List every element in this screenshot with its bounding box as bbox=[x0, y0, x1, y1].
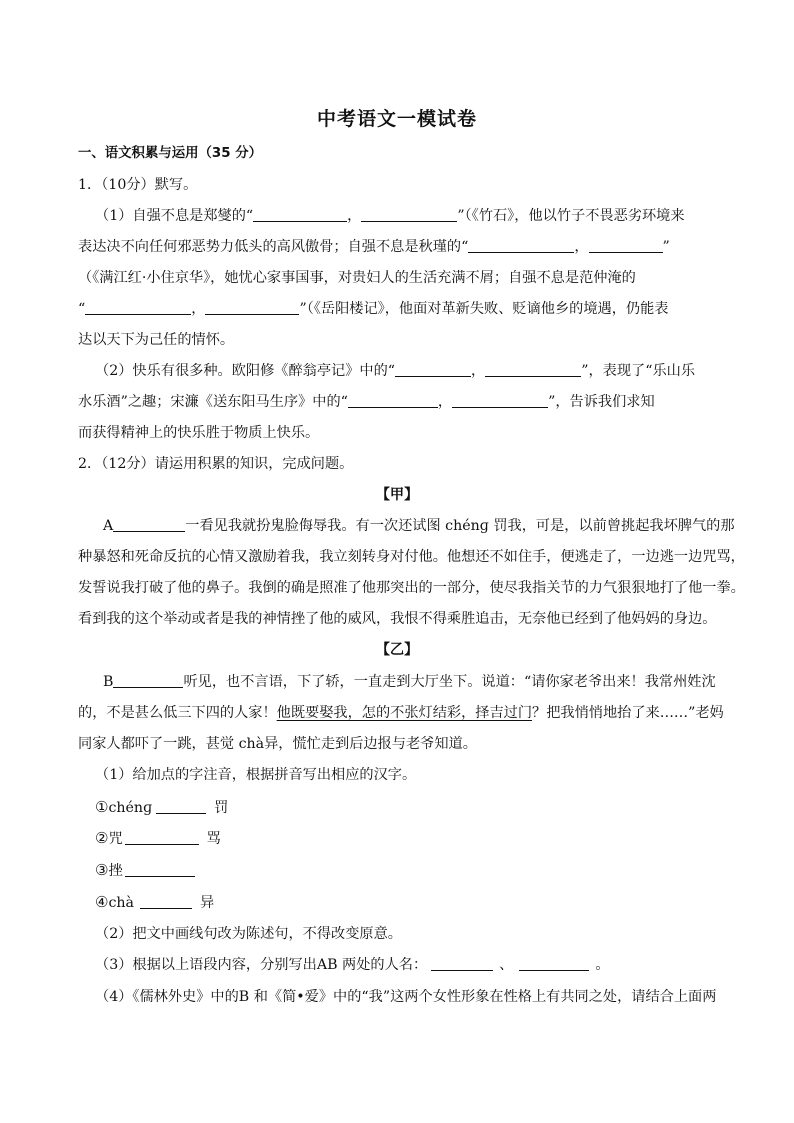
pinyin-item bbox=[95, 797, 228, 818]
q1-part2-line2 bbox=[78, 392, 655, 412]
passage-yi-line3: 同家人都吓了一跳，甚觉 chà异，慌忙走到后边报与老爷知道。 bbox=[78, 736, 477, 752]
text-segment: ”（《竹石》，他以竹子不畏恶劣环境来 bbox=[457, 208, 685, 224]
text-segment: ”（《岳阳楼记》，他面对革新失败、贬谪他乡的境遇，仍能表 bbox=[299, 301, 669, 317]
sub-question-1: （1）给加点的字注音，根据拼音写出相应的汉字。 bbox=[95, 767, 417, 783]
passage-jia-label: 【甲】 bbox=[375, 487, 419, 503]
q1-part1-line4 bbox=[78, 299, 669, 319]
passage-jia-line1 bbox=[103, 516, 735, 536]
q1-part1-line2 bbox=[78, 237, 670, 257]
pinyin-item bbox=[95, 892, 214, 913]
answer-blank[interactable] bbox=[452, 392, 548, 408]
answer-blank[interactable] bbox=[485, 361, 581, 377]
answer-blank[interactable] bbox=[85, 299, 191, 315]
answer-blank[interactable] bbox=[519, 955, 589, 971]
passage-yi-line2 bbox=[78, 703, 724, 723]
question-2-heading: 2．（12分）请运用积累的知识，完成问题。 bbox=[78, 456, 354, 472]
pinyin-item bbox=[95, 828, 221, 849]
text-segment: 听见，也不言语，下了轿，一直走到大厅坐下。说道：“请你家老爷出来！我常州姓沈 bbox=[183, 674, 716, 690]
answer-blank[interactable] bbox=[589, 237, 663, 253]
item-prefix: chà bbox=[108, 895, 134, 911]
section-heading: 一、语文积累与运用（35 分） bbox=[78, 146, 262, 161]
text-segment: （1）自强不息是郑燮的“ bbox=[95, 208, 254, 224]
q1-part1-line3: （《满江红·小住京华》，她忧心家事国事，对贵妇人的生活充满不屑；自强不息是范仲淹的 bbox=[78, 270, 636, 286]
q1-part2-line1 bbox=[95, 361, 695, 381]
text-segment: “ bbox=[78, 301, 86, 317]
passage-yi-line1 bbox=[103, 672, 716, 692]
text-segment: ” bbox=[662, 239, 670, 255]
item-suffix: 骂 bbox=[206, 831, 221, 847]
answer-blank[interactable] bbox=[125, 861, 195, 877]
text-segment: ”，表现了“乐山乐 bbox=[581, 363, 696, 379]
underlined-sentence: 他既要娶我，怎的不张灯结彩，择吉过门 bbox=[276, 705, 533, 721]
text-segment: ？把我悄悄地抬了来……”老妈 bbox=[532, 705, 724, 721]
item-prefix: chénɡ bbox=[108, 800, 153, 816]
passage-jia-line3: 发誓说我打破了他的鼻子。我倒的确是照准了他那突出的一部分，使尽我指关节的力气狠狠地打了他一拳。 bbox=[78, 580, 745, 596]
answer-blank[interactable] bbox=[253, 206, 347, 222]
text-segment: B bbox=[103, 674, 114, 690]
page-title: 中考语文一模试卷 bbox=[316, 108, 477, 130]
item-marker: ④ bbox=[95, 893, 109, 911]
text-segment: （2）快乐有很多种。欧阳修《醉翁亭记》中的“ bbox=[95, 363, 396, 379]
text-segment: ， bbox=[574, 239, 589, 255]
passage-jia-line2: 种暴怒和死命反抗的心情又激励着我，我立刻转身对付他。他想还不如住手，便逃走了，一边逃一边咒骂， bbox=[78, 549, 745, 565]
text-segment: 表达决不向任何邪恶势力低头的高风傲骨；自强不息是秋瑾的“ bbox=[78, 239, 469, 255]
text-segment: 。 bbox=[595, 957, 610, 973]
pinyin-item bbox=[95, 860, 195, 881]
sub-question-4: （4）《儒林外史》中的B 和《简•爱》中的“我”这两个女性形象在性格上有共同之处，请结合上面两 bbox=[95, 989, 717, 1005]
item-marker: ③ bbox=[95, 861, 109, 879]
text-segment: 、 bbox=[499, 957, 514, 973]
answer-blank[interactable] bbox=[348, 392, 438, 408]
item-prefix: 咒 bbox=[108, 831, 123, 847]
answer-blank[interactable] bbox=[113, 672, 183, 688]
answer-blank[interactable] bbox=[468, 237, 574, 253]
text-segment: ， bbox=[191, 301, 206, 317]
question-1-heading: 1．（10分）默写。 bbox=[78, 177, 198, 193]
passage-jia-line4: 看到我的这个举动或者是我的神情挫了他的威风，我恨不得乘胜追击，无奈他已经到了他妈妈的身边。 bbox=[78, 611, 717, 627]
text-segment: A bbox=[103, 518, 114, 534]
text-segment: （3）根据以上语段内容，分别写出AB 两处的人名： bbox=[95, 957, 428, 973]
answer-blank[interactable] bbox=[156, 798, 206, 814]
answer-blank[interactable] bbox=[361, 206, 457, 222]
text-segment: 的，不是甚么低三下四的人家！ bbox=[78, 705, 277, 721]
q1-part1-line1 bbox=[95, 206, 685, 226]
item-marker: ② bbox=[95, 829, 109, 847]
text-segment: ， bbox=[471, 363, 486, 379]
text-segment: ， bbox=[347, 208, 362, 224]
passage-yi-label: 【乙】 bbox=[375, 642, 419, 658]
answer-blank[interactable] bbox=[140, 893, 192, 909]
text-segment: ， bbox=[437, 394, 453, 410]
answer-blank[interactable] bbox=[395, 361, 471, 377]
sub-question-3 bbox=[95, 955, 610, 975]
answer-blank[interactable] bbox=[205, 299, 299, 315]
sub-question-2: （2）把文中画线句改为陈述句，不得改变原意。 bbox=[95, 926, 402, 942]
answer-blank[interactable] bbox=[113, 516, 185, 532]
text-segment: ”，告诉我们求知 bbox=[548, 394, 655, 410]
answer-blank[interactable] bbox=[431, 955, 493, 971]
item-marker: ① bbox=[95, 798, 109, 816]
q1-part1-line5: 达以天下为己任的情怀。 bbox=[78, 332, 235, 348]
text-segment: 水乐酒”之趣；宋濂《送东阳马生序》中的“ bbox=[78, 394, 348, 410]
answer-blank[interactable] bbox=[125, 829, 199, 845]
item-suffix: 异 bbox=[200, 895, 215, 911]
text-segment: 一看见我就扮鬼脸侮辱我。有一次还试图 chénɡ 罚我，可是，以前曾挑起我坏脾气的那 bbox=[185, 518, 735, 534]
item-prefix: 挫 bbox=[108, 863, 123, 879]
q1-part2-line3: 而获得精神上的快乐胜于物质上快乐。 bbox=[78, 425, 320, 441]
item-suffix: 罚 bbox=[214, 800, 229, 816]
